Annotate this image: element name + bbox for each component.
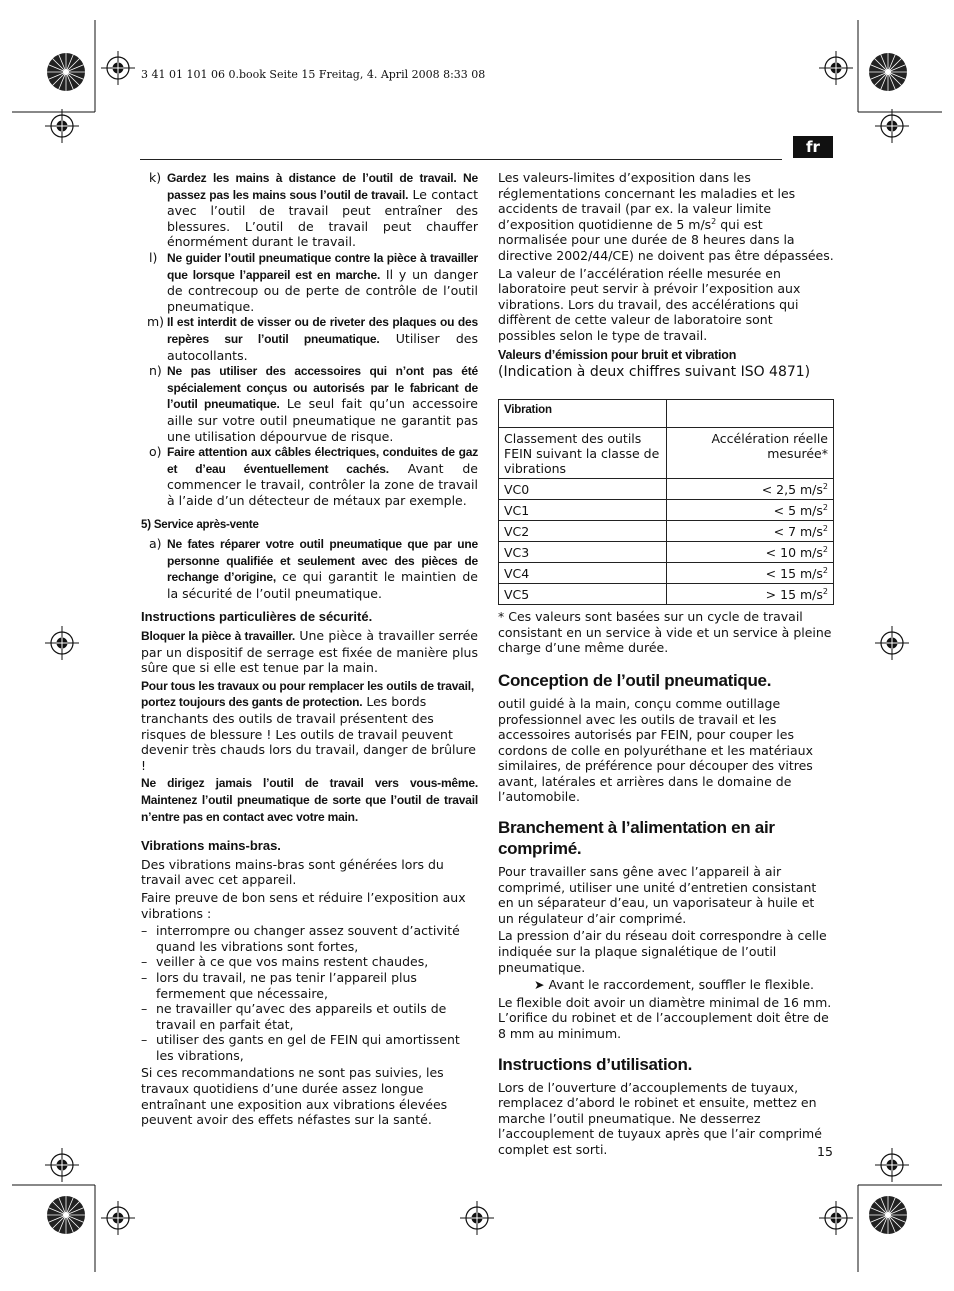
table-cell: VC2 [499, 521, 667, 542]
table-header-cell [667, 400, 834, 428]
list-item: – lors du travail, ne pas tenir l’appareil plus fermement que nécessaire, [141, 969, 417, 1001]
paragraph: Lors de l’ouverture d’accouplements de tuyaux, remplacez d’abord le robinet et ensuite, mettez en marche l’outil pneumatique. Ne desserrez l’accouplement de tuyaux après que l’air comprimé complet est sorti. [498, 1079, 822, 1157]
list-item: – ne travailler qu’avec des appareils et outils de travail en parfait état, [141, 1001, 447, 1032]
instructions-heading: Instructions d’utilisation. [498, 1054, 693, 1074]
table-cell: Classement des outils FEIN suivant la classe de vibrations [499, 428, 667, 479]
table-cell: > 15 $m/s^2$ [667, 584, 834, 605]
paragraph: Bloquer la pièce à travailler. Une pièce à travailler serrée par un dispositif de serrage est fixée de manière plus sûre que si elle est tenue par la main. [141, 628, 478, 676]
header-rule [140, 159, 782, 160]
table-header-row [499, 400, 834, 428]
table-row [499, 563, 834, 584]
branchement-heading: Branchement à l’alimentation en air comprimé. [498, 818, 775, 859]
table-cell: VC1 [499, 500, 667, 521]
list-item: a) Ne fates réparer votre outil pneumatique que par une personne qualifiée et seulement avec des pièces de rechange d’origine, ce qui garantit le maintien de la sécurité de l’outil pneumatique. [149, 536, 478, 601]
table-header-cell: Vibration [499, 400, 667, 428]
paragraph: La pression d’air du réseau doit correspondre à celle indiquée sur la plaque signalétique de l’outil pneumatique. [498, 928, 827, 975]
table-row [499, 521, 834, 542]
list-item: o) Faire attention aux câbles électriques, conduites de gaz et d’eau éventuellement cachés. Avant de commencer le travail, contrôler la zone de travail à l’aide d’un détecteur de métaux par exemple. [149, 444, 478, 508]
list-item: – veiller à ce que vos mains restent chaudes, [141, 954, 429, 970]
paragraph: Pour travailler sans gêne avec l’appareil à air comprimé, utiliser une unité d’entretien consistant en un séparateur d’eau, un vaporisateur à huile et un régulateur d’air comprimé. [498, 864, 817, 926]
instruction-step: ➤ Avant le raccordement, souffler le flexible. [534, 977, 815, 993]
table-row [499, 584, 834, 605]
paragraph: La valeur de l’accélération réelle mesurée en laboratoire peut servir à prévoir l’exposition aux vibrations. Lors du travail, des accélérations qui diffèrent de cette valeur de laboratoire sont possibles selon le type de travail. [498, 265, 801, 343]
emission-heading: Valeurs d’émission pour bruit et vibration [498, 347, 737, 362]
table-cell: VC3 [499, 542, 667, 563]
paragraph: Le flexible doit avoir un diamètre minimal de 16 mm. L’orifice du robinet et de l’accouplement doit être de 8 mm au minimum. [498, 994, 832, 1041]
table-cell: < 15 $m/s^2$ [667, 563, 834, 584]
list-item: m) Il est interdit de visser ou de riveter des plaques ou des repères sur l’outil pneumatique. Utiliser des autocollants. [147, 314, 478, 363]
list-item: k) Gardez les mains à distance de l’outil de travail. Ne passez pas les mains sous l’outil de travail. Le contact avec l’outil de travail peut entraîner des blessures. L’outil de travail peut chauffer énormément durant le travail. [149, 170, 478, 250]
table-row [499, 479, 834, 500]
emission-subheading: (Indication à deux chiffres suivant ISO 4871) [498, 364, 811, 381]
paragraph: Pour tous les travaux ou pour remplacer les outils de travail, portez toujours des gants de protection. Les bords tranchants des outils de travail présentent des risques de blessure ! Les outils de travail peuvent devenir très chauds lors du travail, danger de brûlure ! [141, 678, 476, 773]
conception-heading: Conception de l’outil pneumatique. [498, 670, 772, 690]
table-row [499, 542, 834, 563]
book-info: 3 41 01 101 06 0.book Seite 15 Freitag, 4. April 2008 8:33 08 [141, 68, 486, 81]
table-row [499, 500, 834, 521]
table-cell: VC0 [499, 479, 667, 500]
table-cell: < 2,5 $m/s^2$ [667, 479, 834, 500]
list-item: l) Ne guider l’outil pneumatique contre la pièce à travailler que lorsque l’appareil est en marche. Il y un danger de contrecoup ou de perte de contrôle de l’outil pneumatique. [149, 249, 478, 314]
paragraph: outil guidé à la main, conçu comme outillage professionnel avec les outils de travail et les accessoires autorisés par FEIN, pour couper les cordons de colle en polyuréthane et les matériaux similaires, de préférence pour découper des vitres avant, latérales et arrières dans le domaine de l’automobile. [498, 695, 813, 805]
table-cell: Accélération réelle mesurée* [667, 428, 834, 479]
list-item: – interrompre ou changer assez souvent d’activité quand les vibrations sont fortes, [141, 923, 460, 954]
list-item: n) Ne pas utiliser des accessoires qui n’ont pas été spécialement conçus ou autorisés par le fabricant de l’outil pneumatique. Le seul fait qu’un accessoire aille sur votre outil pneumatique ne garantit pas une utilisation dépourvue de risque. [149, 363, 478, 444]
right-column [498, 170, 834, 1160]
table-cell: VC4 [499, 563, 667, 584]
table-footnote: * Ces valeurs sont basées sur un cycle de travail consistant en un service à vide et un service à pleine charge d’une même durée. [498, 609, 832, 656]
paragraph: Des vibrations mains-bras sont générées lors du travail avec cet appareil. [141, 856, 444, 888]
table-row [499, 428, 834, 479]
safety-heading: Instructions particulières de sécurité. [141, 609, 373, 625]
left-column [141, 170, 478, 1130]
vibration-heading: Vibrations mains-bras. [141, 838, 281, 854]
section-title: 5) Service après-vente [141, 519, 259, 532]
paragraph: Les valeurs-limites d’exposition dans les réglementations concernant les maladies et les accidents de travail (par ex. la valeur limite d’exposition quotidienne de 5 $m/s^2$ qui est normalisée pour une durée de 8 heures dans la directive 2002/44/CE) ne doivent pas être dépassées. [498, 170, 834, 263]
paragraph: Ne dirigez jamais l’outil de travail vers vous-même. Maintenez l’outil pneumatique de sorte que l’outil de travail n’entre pas en contact avec votre main. [141, 776, 478, 824]
page-number: 15 [817, 1144, 833, 1159]
paragraph: Si ces recommandations ne sont pas suivies, les travaux quotidiens d’une durée assez longue entraînant une exposition aux vibrations élevées peuvent avoir des effets néfastes sur la santé. [141, 1065, 448, 1128]
table-cell: < 7 $m/s^2$ [667, 521, 834, 542]
table-cell: < 5 $m/s^2$ [667, 500, 834, 521]
table-cell: < 10 $m/s^2$ [667, 542, 834, 563]
table-cell: VC5 [499, 584, 667, 605]
paragraph: Faire preuve de bon sens et réduire l’exposition aux vibrations : [141, 889, 466, 921]
list-item: – utiliser des gants en gel de FEIN qui amortissent les vibrations, [141, 1032, 460, 1063]
vibration-table [498, 399, 834, 605]
language-tab: fr [793, 136, 833, 158]
